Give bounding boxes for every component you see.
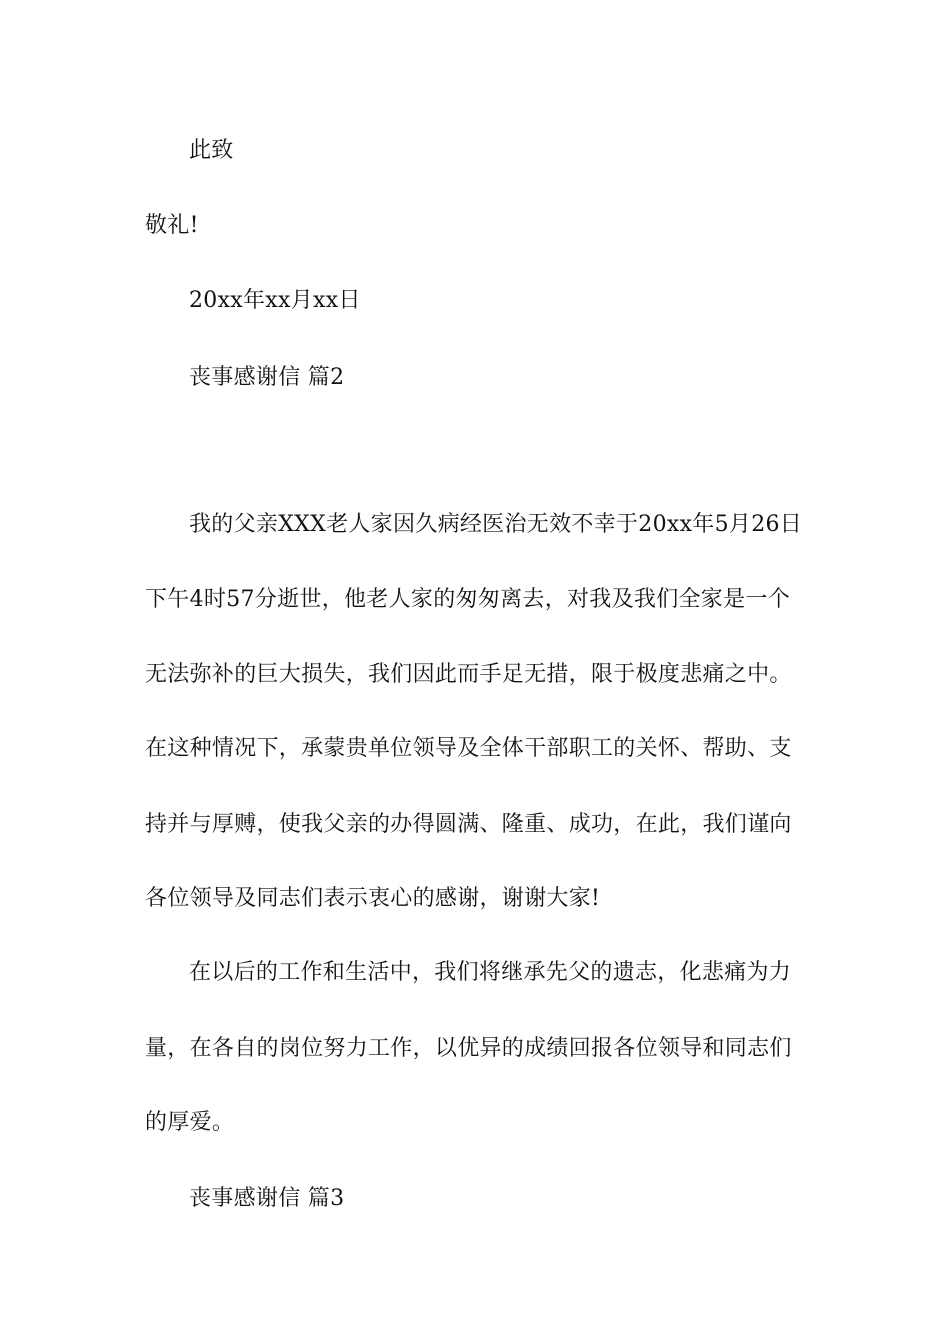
section3-heading: 丧事感谢信 篇3 bbox=[189, 1186, 345, 1211]
paragraph1-line: 持并与厚赙，使我父亲的办得圆满、隆重、成功，在此，我们谨向 bbox=[145, 812, 792, 837]
closing-date: 20xx年xx月xx日 bbox=[189, 288, 361, 313]
paragraph1-line: 无法弥补的巨大损失，我们因此而手足无措，限于极度悲痛之中。 bbox=[145, 662, 792, 687]
paragraph2-line: 量，在各自的岗位努力工作，以优异的成绩回报各位领导和同志们 bbox=[145, 1036, 792, 1061]
section2-heading: 丧事感谢信 篇2 bbox=[189, 365, 345, 390]
paragraph1-line: 在这种情况下，承蒙贵单位领导及全体干部职工的关怀、帮助、支 bbox=[145, 736, 792, 761]
paragraph1-line: 各位领导及同志们表示衷心的感谢，谢谢大家! bbox=[145, 886, 601, 911]
paragraph1-line: 下午4时57分逝世，他老人家的匆匆离去，对我及我们全家是一个 bbox=[145, 587, 790, 612]
paragraph2-line: 在以后的工作和生活中，我们将继承先父的遗志，化悲痛为力 bbox=[189, 960, 792, 985]
closing-salutation: 此致 bbox=[189, 138, 234, 163]
paragraph2-line: 的厚爱。 bbox=[145, 1110, 235, 1135]
closing-regards: 敬礼! bbox=[145, 213, 199, 238]
paragraph1-line: 我的父亲XXX老人家因久病经医治无效不幸于20xx年5月26日 bbox=[189, 512, 803, 537]
